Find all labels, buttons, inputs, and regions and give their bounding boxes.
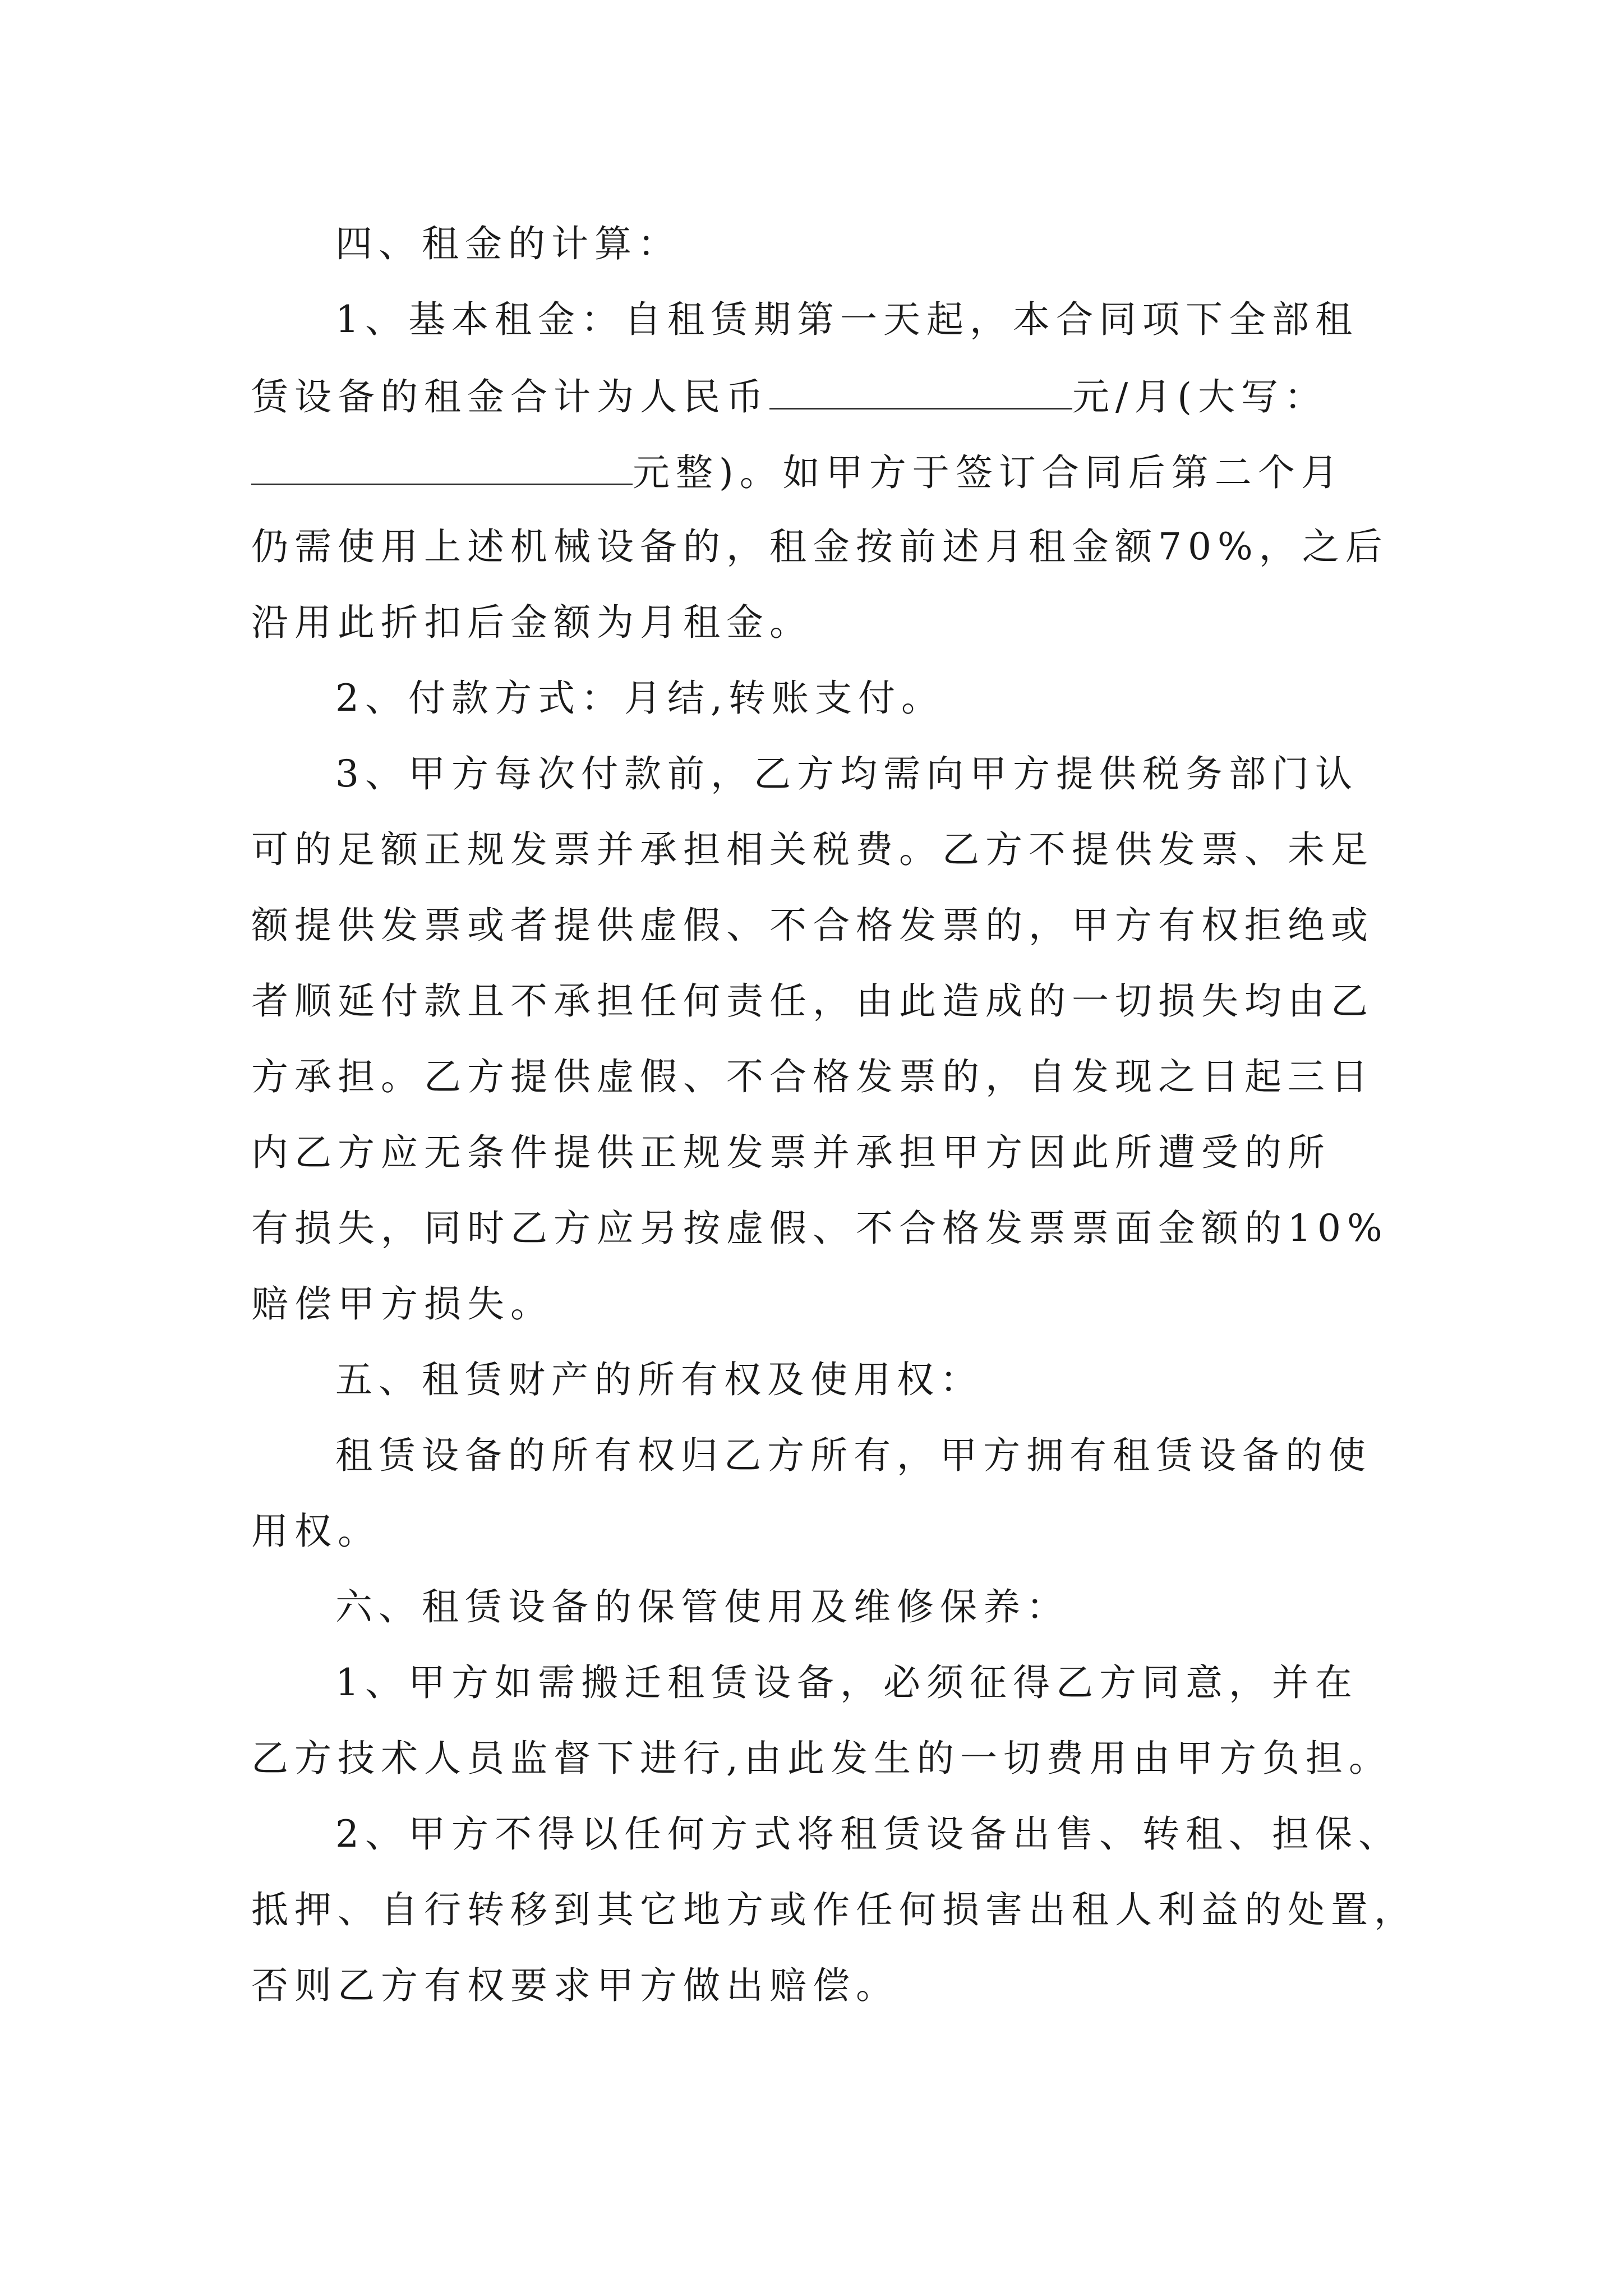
paragraph-line: 方承担。乙方提供虚假、不合格发票的，自发现之日起三日	[251, 1055, 1374, 1098]
paragraph-line-with-blank	[251, 373, 1327, 420]
paragraph-line: 2、甲方不得以任何方式将租赁设备出售、转租、担保、	[335, 1812, 1401, 1856]
paragraph-line: 有损失，同时乙方应另按虚假、不合格发票票面金额的10%	[251, 1207, 1389, 1250]
paragraph-line: 可的足额正规发票并承担相关税费。乙方不提供发票、未足	[251, 828, 1374, 871]
paragraph-line: 1、甲方如需搬迁租赁设备，必须征得乙方同意，并在	[335, 1661, 1358, 1704]
paragraph-text: 赁设备的租金合计为人民币	[251, 375, 769, 418]
paragraph-line: 赔偿甲方损失。	[251, 1282, 554, 1326]
paragraph-line: 抵押、自行转移到其它地方或作任何损害出租人利益的处置，	[251, 1888, 1417, 1931]
paragraph-line: 内乙方应无条件提供正规发票并承担甲方因此所遭受的所	[251, 1131, 1331, 1174]
paragraph-line: 2、付款方式：月结,转账支付。	[335, 677, 944, 720]
paragraph-line: 沿用此折扣后金额为月租金。	[251, 601, 813, 644]
paragraph-line: 额提供发票或者提供虚假、不合格发票的，甲方有权拒绝或	[251, 904, 1374, 947]
fill-in-blank-uppercase-amount	[251, 449, 633, 485]
paragraph-line: 乙方技术人员监督下进行,由此发生的一切费用由甲方负担。	[251, 1737, 1392, 1780]
paragraph-line: 者顺延付款且不承担任何责任，由此造成的一切损失均由乙	[251, 979, 1374, 1023]
paragraph-text: 元/月(大写：	[1072, 375, 1327, 418]
paragraph-line-with-blank	[251, 449, 1344, 495]
paragraph-line: 1、基本租金：自租赁期第一天起，本合同项下全部租	[335, 298, 1358, 341]
paragraph-line: 用权。	[251, 1510, 381, 1553]
paragraph-line: 租赁设备的所有权归乙方所有，甲方拥有租赁设备的使	[335, 1434, 1372, 1477]
paragraph-line: 否则乙方有权要求甲方做出赔偿。	[251, 1964, 899, 2007]
paragraph-line: 仍需使用上述机械设备的，租金按前述月租金额70%，之后	[251, 525, 1389, 568]
fill-in-blank-amount	[769, 373, 1072, 409]
section-heading-ownership: 五、租赁财产的所有权及使用权：	[335, 1358, 983, 1401]
paragraph-line: 3、甲方每次付款前，乙方均需向甲方提供税务部门认	[335, 752, 1358, 795]
section-heading-rent-calculation: 四、租金的计算：	[335, 222, 681, 265]
section-heading-custody-maintenance: 六、租赁设备的保管使用及维修保养：	[335, 1585, 1069, 1628]
paragraph-text: 元整)。如甲方于签订合同后第二个月	[633, 451, 1344, 494]
